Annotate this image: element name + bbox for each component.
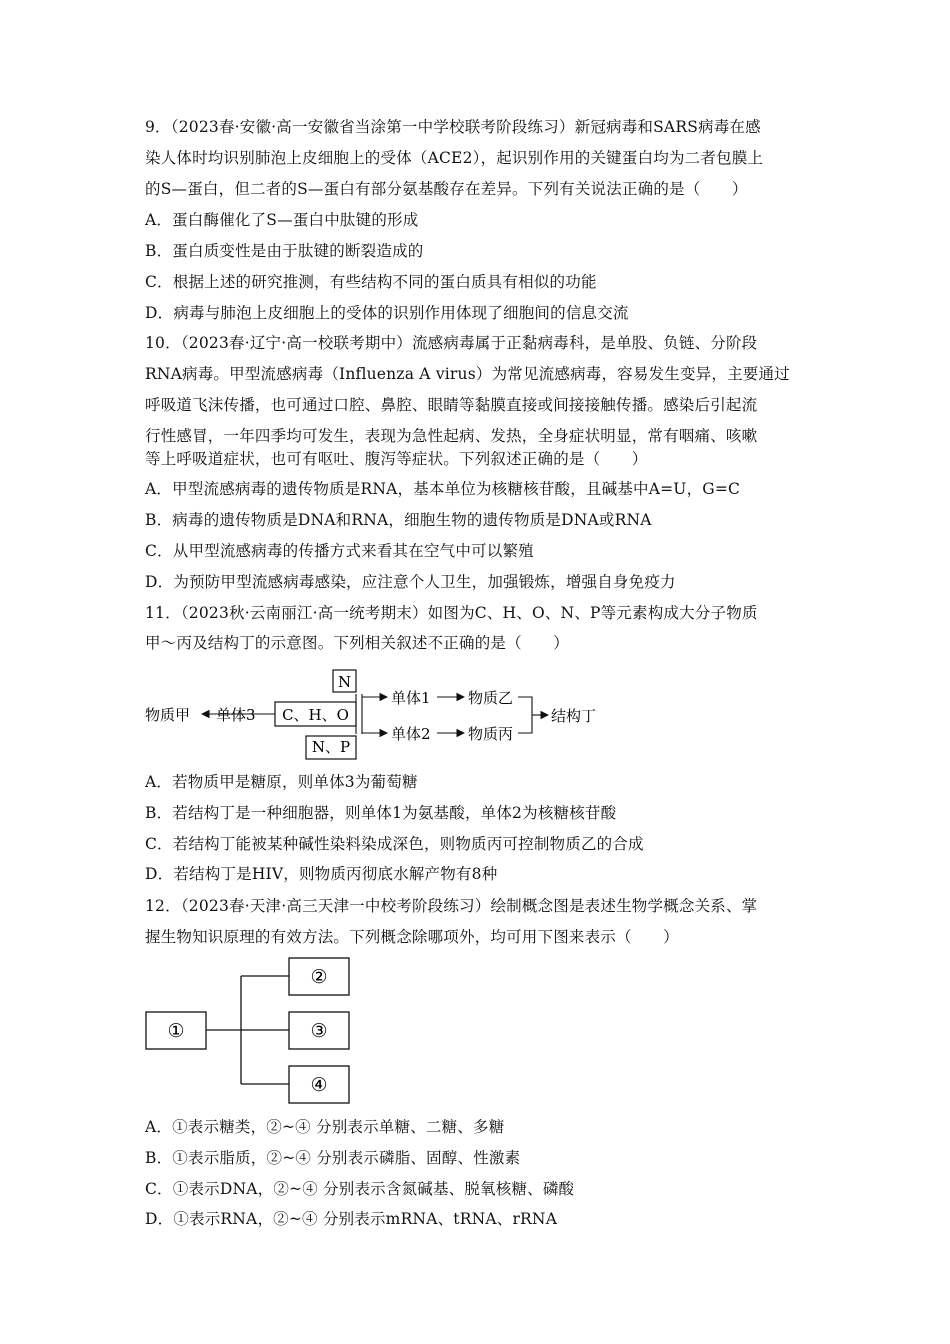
q10-stem-line-5: 等上呼吸道症状，也可有呕吐、腹泻等症状。下列叙述正确的是（ ） bbox=[145, 450, 648, 468]
q11-substance-jia: 物质甲 bbox=[145, 706, 191, 724]
q11-option-d: D．若结构丁是HIV，则物质丙彻底水解产物有8种 bbox=[145, 865, 498, 883]
q11-option-b: B．若结构丁是一种细胞器，则单体1为氨基酸，单体2为核糖核苷酸 bbox=[145, 804, 617, 822]
q12-option-d: D．①表示RNA，②~④ 分别表示mRNA、tRNA、rRNA bbox=[145, 1210, 558, 1228]
q12-concept-diagram bbox=[140, 952, 360, 1112]
q11-np-label: N、P bbox=[311, 738, 351, 756]
q11-stem-line-1: 11．（2023秋·云南丽江·高一统考期末）如图为C、H、O、N、P等元素构成大分子物质 bbox=[145, 604, 758, 622]
q10-stem-line-4: 行性感冒，一年四季均可发生，表现为急性起病、发热，全身症状明显，常有咽痛、咳嗽 bbox=[145, 427, 758, 445]
q11-bracket-yi-bing bbox=[518, 697, 532, 733]
q11-monomer-2: 单体2 bbox=[391, 725, 431, 743]
q12-label-4: ④ bbox=[310, 1074, 328, 1096]
q9-option-a: A．蛋白酶催化了S—蛋白中肽键的形成 bbox=[145, 211, 419, 229]
q10-stem-line-2: RNA病毒。甲型流感病毒（Influenza A virus）为常见流感病毒，容易发生变异，主要通过 bbox=[145, 365, 790, 383]
q10-option-c: C．从甲型流感病毒的传播方式来看其在空气中可以繁殖 bbox=[145, 542, 534, 560]
q12-stem-line-2: 握生物知识原理的有效方法。下列概念除哪项外，均可用下图来表示（ ） bbox=[145, 928, 679, 946]
q10-option-b: B．病毒的遗传物质是DNA和RNA，细胞生物的遗传物质是DNA或RNA bbox=[145, 511, 652, 529]
q10-stem-line-1: 10．（2023春·辽宁·高一校联考期中）流感病毒属于正黏病毒科，是单股、负链、分阶段 bbox=[145, 334, 758, 352]
q9-stem-line-1: 9．（2023春·安徽·高一安徽省当涂第一中学校联考阶段练习）新冠病毒和SARS病毒在感 bbox=[145, 118, 761, 136]
q9-stem-line-3: 的S—蛋白，但二者的S—蛋白有部分氨基酸存在差异。下列有关说法正确的是（ ） bbox=[145, 180, 748, 198]
q11-monomer-1: 单体1 bbox=[391, 689, 431, 707]
q11-substance-bing: 物质丙 bbox=[468, 725, 514, 743]
q11-substance-yi: 物质乙 bbox=[468, 689, 514, 707]
q9-option-c: C．根据上述的研究推测，有些结构不同的蛋白质具有相似的功能 bbox=[145, 273, 597, 291]
q11-cho-label: C、H、O bbox=[282, 706, 349, 724]
q12-option-b: B．①表示脂质，②~④ 分别表示磷脂、固醇、性激素 bbox=[145, 1149, 521, 1167]
q12-label-3: ③ bbox=[310, 1020, 328, 1042]
q11-diagram bbox=[140, 664, 610, 764]
q12-stem-line-1: 12．（2023春·天津·高三天津一中校考阶段练习）绘制概念图是表述生物学概念关系、掌 bbox=[145, 897, 758, 915]
q11-monomer-3: 单体3 bbox=[216, 706, 256, 724]
q11-stem-line-2: 甲～丙及结构丁的示意图。下列相关叙述不正确的是（ ） bbox=[145, 634, 569, 652]
q9-option-b: B．蛋白质变性是由于肽键的断裂造成的 bbox=[145, 242, 424, 260]
q11-option-a: A．若物质甲是糖原，则单体3为葡萄糖 bbox=[145, 773, 418, 791]
q10-option-d: D．为预防甲型流感病毒感染，应注意个人卫生，加强锻炼，增强自身免疫力 bbox=[145, 573, 676, 591]
q10-option-a: A．甲型流感病毒的遗传物质是RNA，基本单位为核糖核苷酸，且碱基中A=U，G=C bbox=[145, 480, 741, 498]
q12-option-c: C．①表示DNA，②~④ 分别表示含氮碱基、脱氧核糖、磷酸 bbox=[145, 1180, 575, 1198]
q11-structure-ding: 结构丁 bbox=[551, 707, 597, 725]
q12-label-1: ① bbox=[167, 1020, 185, 1042]
q12-label-2: ② bbox=[310, 966, 328, 988]
q11-option-c: C．若结构丁能被某种碱性染料染成深色，则物质丙可控制物质乙的合成 bbox=[145, 835, 644, 853]
q11-n-label: N bbox=[337, 673, 352, 691]
q12-option-a: A．①表示糖类，②~④ 分别表示单糖、二糖、多糖 bbox=[145, 1118, 505, 1136]
q9-stem-line-2: 染人体时均识别肺泡上皮细胞上的受体（ACE2），起识别作用的关键蛋白均为二者包膜上 bbox=[145, 149, 764, 167]
q9-option-d: D．病毒与肺泡上皮细胞上的受体的识别作用体现了细胞间的信息交流 bbox=[145, 304, 629, 322]
q10-stem-line-3: 呼吸道飞沫传播，也可通过口腔、鼻腔、眼睛等黏膜直接或间接接触传播。感染后引起流 bbox=[145, 396, 758, 414]
